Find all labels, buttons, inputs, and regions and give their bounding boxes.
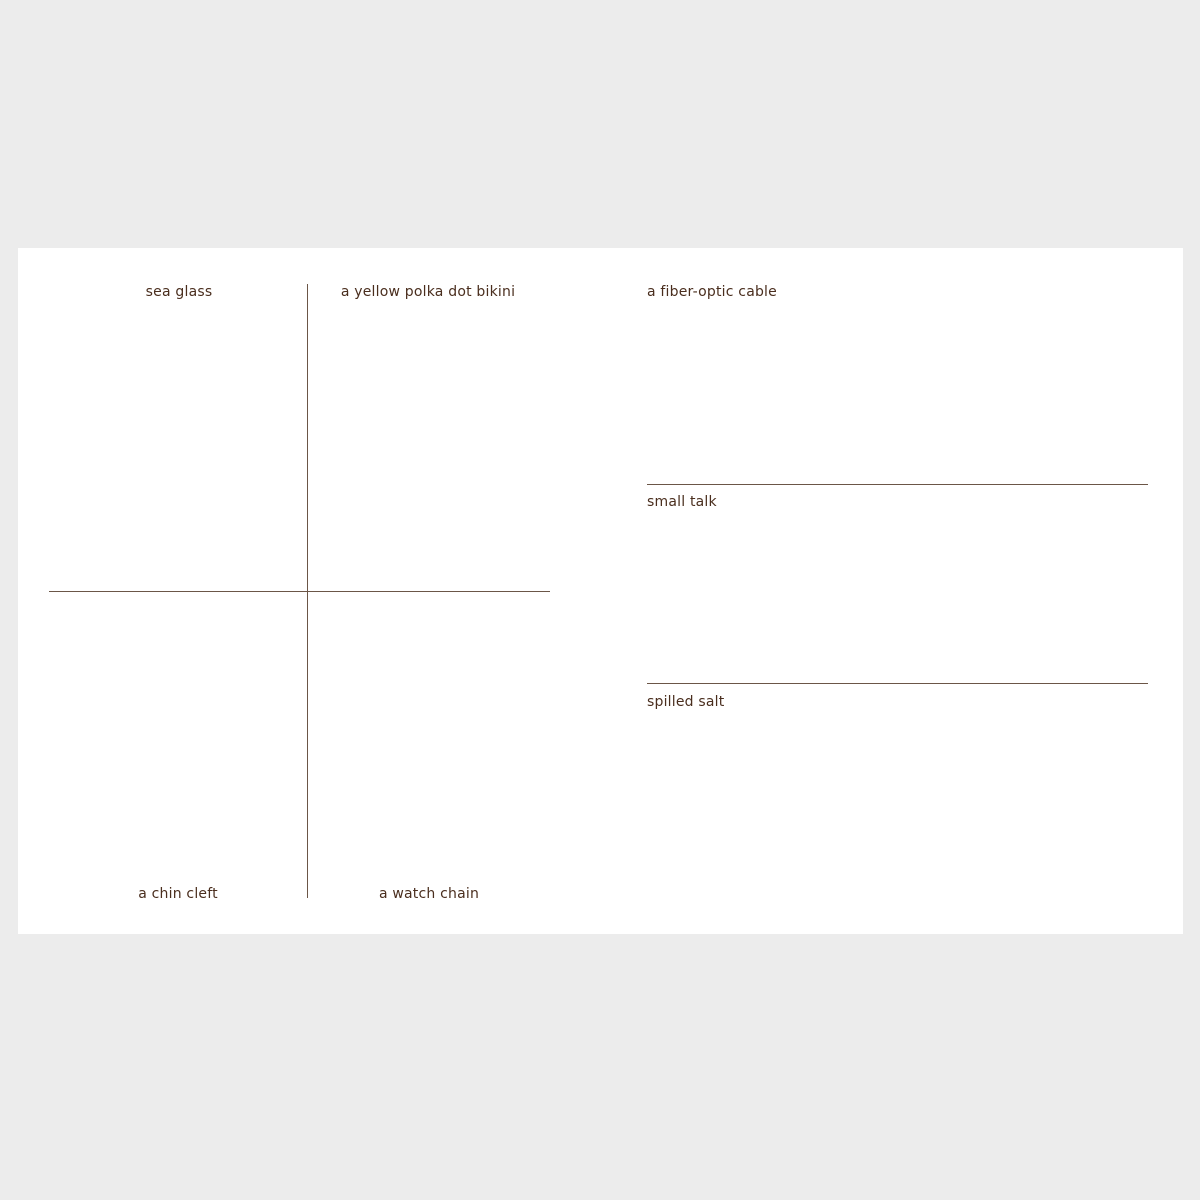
grid-horizontal-divider [49, 591, 550, 592]
quadrant-label-top-right: a yellow polka dot bikini [340, 284, 516, 300]
list-item-1: a fiber-optic cable [647, 284, 777, 300]
list-item-3: spilled salt [647, 694, 725, 710]
worksheet-card [18, 248, 1183, 934]
quadrant-label-top-left: sea glass [145, 284, 213, 300]
list-item-2: small talk [647, 494, 717, 510]
quadrant-label-bottom-right: a watch chain [378, 886, 480, 902]
list-divider-1 [647, 484, 1148, 485]
list-divider-2 [647, 683, 1148, 684]
quadrant-label-bottom-left: a chin cleft [138, 886, 218, 902]
